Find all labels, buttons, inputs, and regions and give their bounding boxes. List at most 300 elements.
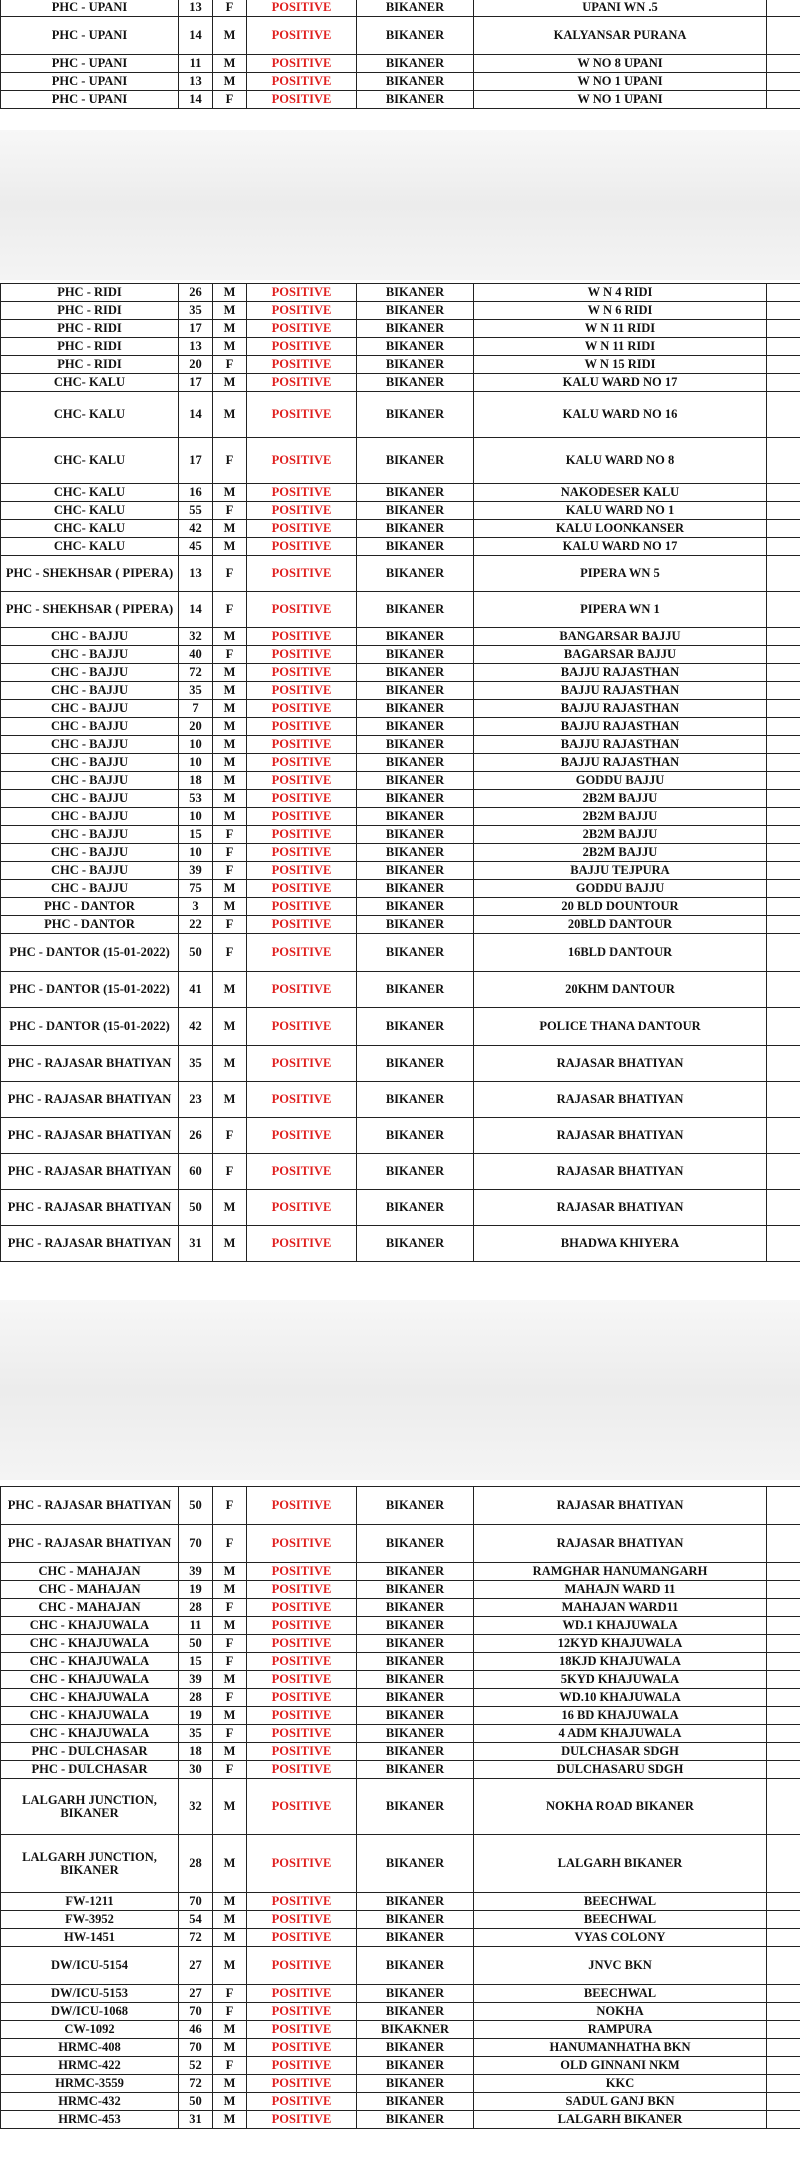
cell-result: POSITIVE (247, 592, 357, 628)
table-row (1, 1046, 800, 1082)
cell-address: RAMGHAR HANUMANGARH (474, 1563, 767, 1581)
cell-age: 39 (179, 1563, 213, 1581)
cell-address: MAHAJN WARD 11 (474, 1581, 767, 1599)
cell-age: 15 (179, 1653, 213, 1671)
cell-district: BIKANER (357, 772, 474, 790)
cell-age: 72 (179, 2075, 213, 2093)
cell-edge (767, 502, 800, 520)
cell-age: 31 (179, 1226, 213, 1262)
cell-age: 27 (179, 1947, 213, 1985)
cell-facility: CHC- KALU (1, 520, 179, 538)
cell-edge (767, 772, 800, 790)
cell-edge (767, 17, 800, 55)
cell-district: BIKANER (357, 1893, 474, 1911)
cell-sex: M (213, 55, 247, 73)
cell-age: 70 (179, 2003, 213, 2021)
table-row (1, 2003, 800, 2021)
cell-address: RAJASAR BHATIYAN (474, 1046, 767, 1082)
cell-edge (767, 1525, 800, 1563)
cell-edge (767, 664, 800, 682)
cell-sex: F (213, 862, 247, 880)
cell-facility: CHC- KALU (1, 374, 179, 392)
cell-result: POSITIVE (247, 1911, 357, 1929)
cell-result: POSITIVE (247, 1985, 357, 2003)
table-row (1, 1985, 800, 2003)
table-row (1, 700, 800, 718)
cell-facility: PHC - RAJASAR BHATIYAN (1, 1118, 179, 1154)
cell-edge (767, 682, 800, 700)
report-page-3 (0, 1480, 800, 2168)
table-row (1, 1911, 800, 1929)
cell-result: POSITIVE (247, 934, 357, 972)
cell-address: KALU WARD NO 17 (474, 538, 767, 556)
cell-edge (767, 1893, 800, 1911)
cell-district: BIKANER (357, 754, 474, 772)
cell-age: 35 (179, 682, 213, 700)
cell-sex: M (213, 2039, 247, 2057)
cell-district: BIKANER (357, 1929, 474, 1947)
cell-edge (767, 438, 800, 484)
cell-age: 72 (179, 1929, 213, 1947)
cell-facility: CW-1092 (1, 2021, 179, 2039)
cell-facility: PHC - UPANI (1, 91, 179, 109)
cell-sex: M (213, 628, 247, 646)
cell-district: BIKANER (357, 592, 474, 628)
cell-facility: PHC - RAJASAR BHATIYAN (1, 1046, 179, 1082)
cell-address: BAJJU RAJASTHAN (474, 718, 767, 736)
cell-age: 15 (179, 826, 213, 844)
cell-district: BIKANER (357, 520, 474, 538)
cell-edge (767, 718, 800, 736)
cell-facility: PHC - UPANI (1, 55, 179, 73)
cell-result: POSITIVE (247, 320, 357, 338)
cell-age: 14 (179, 91, 213, 109)
cell-sex: M (213, 392, 247, 438)
cell-result: POSITIVE (247, 2039, 357, 2057)
cell-district: BIKANER (357, 628, 474, 646)
cell-age: 23 (179, 1082, 213, 1118)
cell-age: 18 (179, 772, 213, 790)
cell-result: POSITIVE (247, 1635, 357, 1653)
table-row (1, 484, 800, 502)
cell-edge (767, 1046, 800, 1082)
cell-age: 28 (179, 1835, 213, 1893)
cell-age: 10 (179, 754, 213, 772)
cell-age: 13 (179, 73, 213, 91)
cell-address: WD.1 KHAJUWALA (474, 1617, 767, 1635)
cell-sex: F (213, 1118, 247, 1154)
cell-address: RAJASAR BHATIYAN (474, 1118, 767, 1154)
cell-sex: M (213, 790, 247, 808)
cell-address: W N 11 RIDI (474, 338, 767, 356)
cell-result: POSITIVE (247, 1190, 357, 1226)
cell-facility: CHC - BAJJU (1, 646, 179, 664)
cell-address: W NO 1 UPANI (474, 73, 767, 91)
cell-sex: M (213, 2111, 247, 2129)
cell-edge (767, 55, 800, 73)
cell-facility: HW-1451 (1, 1929, 179, 1947)
cell-sex: M (213, 1893, 247, 1911)
cell-district: BIKANER (357, 880, 474, 898)
cell-age: 70 (179, 1893, 213, 1911)
cell-edge (767, 2075, 800, 2093)
cell-age: 50 (179, 934, 213, 972)
table-row (1, 898, 800, 916)
cell-address: BEECHWAL (474, 1893, 767, 1911)
cell-result: POSITIVE (247, 700, 357, 718)
cell-address: DULCHASAR SDGH (474, 1743, 767, 1761)
table-row (1, 664, 800, 682)
cell-age: 19 (179, 1581, 213, 1599)
cell-district: BIKANER (357, 392, 474, 438)
cell-edge (767, 934, 800, 972)
cell-facility: CHC - BAJJU (1, 862, 179, 880)
cell-result: POSITIVE (247, 55, 357, 73)
cell-facility: CHC - KHAJUWALA (1, 1617, 179, 1635)
table-row (1, 2021, 800, 2039)
cell-sex: M (213, 1929, 247, 1947)
cell-facility: CHC - BAJJU (1, 736, 179, 754)
cell-facility: CHC - BAJJU (1, 718, 179, 736)
table-row (1, 916, 800, 934)
cell-edge (767, 520, 800, 538)
cell-sex: F (213, 1725, 247, 1743)
cell-district: BIKANER (357, 2003, 474, 2021)
cell-edge (767, 392, 800, 438)
cell-result: POSITIVE (247, 736, 357, 754)
cell-age: 39 (179, 1671, 213, 1689)
cell-district: BIKANER (357, 1689, 474, 1707)
cell-address: NAKODESER KALU (474, 484, 767, 502)
cell-facility: HRMC-3559 (1, 2075, 179, 2093)
cell-result: POSITIVE (247, 338, 357, 356)
cell-age: 17 (179, 438, 213, 484)
cell-result: POSITIVE (247, 538, 357, 556)
cell-age: 17 (179, 374, 213, 392)
table-row (1, 356, 800, 374)
cell-sex: M (213, 1617, 247, 1635)
cell-age: 42 (179, 520, 213, 538)
table-row (1, 1653, 800, 1671)
cell-address: BAJJU RAJASTHAN (474, 682, 767, 700)
cell-edge (767, 284, 800, 302)
cell-edge (767, 1835, 800, 1893)
cell-sex: F (213, 2057, 247, 2075)
table-row (1, 1761, 800, 1779)
table-row (1, 1525, 800, 1563)
cell-district: BIKANER (357, 1118, 474, 1154)
cell-facility: CHC - BAJJU (1, 844, 179, 862)
table-row (1, 1835, 800, 1893)
cell-edge (767, 862, 800, 880)
cell-district: BIKANER (357, 1779, 474, 1835)
cell-sex: F (213, 934, 247, 972)
cell-age: 35 (179, 1046, 213, 1082)
cell-address: 20BLD DANTOUR (474, 916, 767, 934)
cell-sex: F (213, 438, 247, 484)
cell-facility: CHC- KALU (1, 502, 179, 520)
cell-edge (767, 1617, 800, 1635)
cell-result: POSITIVE (247, 1929, 357, 1947)
cell-edge (767, 898, 800, 916)
cell-facility: CHC- KALU (1, 438, 179, 484)
cell-edge (767, 1707, 800, 1725)
cell-facility: DW/ICU-5154 (1, 1947, 179, 1985)
table-row (1, 826, 800, 844)
cell-result: POSITIVE (247, 2111, 357, 2129)
cell-district: BIKANER (357, 0, 474, 17)
cell-sex: M (213, 1082, 247, 1118)
cell-sex: M (213, 320, 247, 338)
cell-result: POSITIVE (247, 520, 357, 538)
cell-edge (767, 1689, 800, 1707)
cell-edge (767, 790, 800, 808)
cell-sex: M (213, 700, 247, 718)
cell-address: MAHAJAN WARD11 (474, 1599, 767, 1617)
cell-age: 14 (179, 392, 213, 438)
cell-district: BIKANER (357, 844, 474, 862)
cell-age: 10 (179, 808, 213, 826)
cell-district: BIKANER (357, 2039, 474, 2057)
cell-address: BHADWA KHIYERA (474, 1226, 767, 1262)
cell-address: W NO 8 UPANI (474, 55, 767, 73)
table-row (1, 91, 800, 109)
cell-facility: PHC - RIDI (1, 320, 179, 338)
table-row (1, 1563, 800, 1581)
cell-result: POSITIVE (247, 1154, 357, 1190)
cell-sex: M (213, 2075, 247, 2093)
cell-sex: M (213, 484, 247, 502)
table-row (1, 338, 800, 356)
table-row (1, 1581, 800, 1599)
cell-age: 13 (179, 0, 213, 17)
cell-age: 17 (179, 320, 213, 338)
cell-address: KALYANSAR PURANA (474, 17, 767, 55)
cell-sex: M (213, 374, 247, 392)
cell-result: POSITIVE (247, 1893, 357, 1911)
cell-district: BIKANER (357, 1635, 474, 1653)
cell-result: POSITIVE (247, 356, 357, 374)
cell-address: KALU WARD NO 1 (474, 502, 767, 520)
cell-district: BIKANER (357, 1487, 474, 1525)
cell-sex: F (213, 844, 247, 862)
cell-edge (767, 700, 800, 718)
cell-facility: PHC - RAJASAR BHATIYAN (1, 1525, 179, 1563)
cell-age: 3 (179, 898, 213, 916)
table-row (1, 438, 800, 484)
cell-sex: M (213, 538, 247, 556)
cell-district: BIKANER (357, 1008, 474, 1046)
cell-age: 26 (179, 284, 213, 302)
cell-facility: CHC - BAJJU (1, 826, 179, 844)
cell-age: 10 (179, 736, 213, 754)
cell-address: SADUL GANJ BKN (474, 2093, 767, 2111)
cell-sex: M (213, 1835, 247, 1893)
cell-result: POSITIVE (247, 1671, 357, 1689)
cell-sex: M (213, 17, 247, 55)
cell-address: VYAS COLONY (474, 1929, 767, 1947)
cell-result: POSITIVE (247, 1725, 357, 1743)
cell-result: POSITIVE (247, 1761, 357, 1779)
cell-result: POSITIVE (247, 1046, 357, 1082)
table-row (1, 1190, 800, 1226)
table-row (1, 1725, 800, 1743)
cell-sex: M (213, 302, 247, 320)
cell-edge (767, 826, 800, 844)
cell-sex: M (213, 1743, 247, 1761)
cell-district: BIKANER (357, 790, 474, 808)
table-row (1, 284, 800, 302)
cell-age: 55 (179, 502, 213, 520)
cell-district: BIKANER (357, 438, 474, 484)
cell-age: 54 (179, 1911, 213, 1929)
cell-edge (767, 1635, 800, 1653)
table-row (1, 790, 800, 808)
cell-facility: CHC- KALU (1, 538, 179, 556)
cell-address: JNVC BKN (474, 1947, 767, 1985)
cell-result: POSITIVE (247, 1707, 357, 1725)
cell-facility: CHC - BAJJU (1, 682, 179, 700)
cell-result: POSITIVE (247, 1779, 357, 1835)
table-row (1, 1154, 800, 1190)
cell-edge (767, 754, 800, 772)
cell-facility: CHC - BAJJU (1, 664, 179, 682)
cell-sex: F (213, 916, 247, 934)
cell-edge (767, 736, 800, 754)
cell-district: BIKANER (357, 73, 474, 91)
cell-address: W N 4 RIDI (474, 284, 767, 302)
cell-district: BIKANER (357, 972, 474, 1008)
cell-address: W NO 1 UPANI (474, 91, 767, 109)
cell-age: 22 (179, 916, 213, 934)
cell-age: 13 (179, 556, 213, 592)
cell-age: 28 (179, 1689, 213, 1707)
cell-result: POSITIVE (247, 2075, 357, 2093)
cell-district: BIKANER (357, 556, 474, 592)
cell-age: 30 (179, 1761, 213, 1779)
cell-edge (767, 2057, 800, 2075)
cell-address: 20KHM DANTOUR (474, 972, 767, 1008)
cell-district: BIKANER (357, 808, 474, 826)
cell-sex: M (213, 972, 247, 1008)
cell-address: W N 6 RIDI (474, 302, 767, 320)
cell-district: BIKANER (357, 320, 474, 338)
table-row (1, 880, 800, 898)
cell-result: POSITIVE (247, 1226, 357, 1262)
cell-edge (767, 374, 800, 392)
cell-facility: CHC - MAHAJAN (1, 1599, 179, 1617)
cell-edge (767, 1581, 800, 1599)
table-row (1, 320, 800, 338)
cell-district: BIKANER (357, 1911, 474, 1929)
cell-facility: HRMC-453 (1, 2111, 179, 2129)
cell-district: BIKANER (357, 664, 474, 682)
cell-sex: M (213, 736, 247, 754)
cell-district: BIKANER (357, 2093, 474, 2111)
cell-sex: F (213, 356, 247, 374)
cell-sex: F (213, 556, 247, 592)
cell-result: POSITIVE (247, 2093, 357, 2111)
cell-age: 75 (179, 880, 213, 898)
cell-district: BIKANER (357, 916, 474, 934)
cell-sex: F (213, 1653, 247, 1671)
cell-address: BAJJU RAJASTHAN (474, 754, 767, 772)
table-row (1, 1947, 800, 1985)
cell-address: 2B2M BAJJU (474, 808, 767, 826)
cell-address: RAJASAR BHATIYAN (474, 1525, 767, 1563)
cell-facility: CHC - KHAJUWALA (1, 1707, 179, 1725)
cell-edge (767, 808, 800, 826)
cell-district: BIKANER (357, 718, 474, 736)
cell-address: 20 BLD DOUNTOUR (474, 898, 767, 916)
cell-facility: PHC - SHEKHSAR ( PIPERA) (1, 592, 179, 628)
cell-age: 50 (179, 1487, 213, 1525)
cell-age: 72 (179, 664, 213, 682)
cell-result: POSITIVE (247, 1525, 357, 1563)
cell-address: 2B2M BAJJU (474, 790, 767, 808)
table-row (1, 1671, 800, 1689)
cell-facility: PHC - DANTOR (1, 916, 179, 934)
cell-sex: M (213, 1563, 247, 1581)
cell-age: 70 (179, 1525, 213, 1563)
cell-facility: DW/ICU-5153 (1, 1985, 179, 2003)
cell-district: BIKANER (357, 1725, 474, 1743)
cell-district: BIKAKNER (357, 2021, 474, 2039)
positive-cases-table-3 (0, 1486, 800, 2129)
cell-result: POSITIVE (247, 17, 357, 55)
cell-result: POSITIVE (247, 844, 357, 862)
cell-result: POSITIVE (247, 302, 357, 320)
cell-sex: F (213, 1985, 247, 2003)
table-row (1, 2093, 800, 2111)
cell-sex: M (213, 1581, 247, 1599)
cell-address: 18KJD KHAJUWALA (474, 1653, 767, 1671)
cell-sex: F (213, 1487, 247, 1525)
cell-facility: HRMC-422 (1, 2057, 179, 2075)
cell-district: BIKANER (357, 1190, 474, 1226)
cell-address: BAJJU RAJASTHAN (474, 700, 767, 718)
cell-result: POSITIVE (247, 1599, 357, 1617)
cell-result: POSITIVE (247, 91, 357, 109)
cell-district: BIKANER (357, 55, 474, 73)
table-row (1, 1743, 800, 1761)
cell-result: POSITIVE (247, 646, 357, 664)
cell-edge (767, 1008, 800, 1046)
table-row (1, 862, 800, 880)
cell-age: 26 (179, 1118, 213, 1154)
cell-age: 20 (179, 356, 213, 374)
cell-age: 35 (179, 302, 213, 320)
report-page-1 (0, 0, 800, 130)
cell-facility: FW-1211 (1, 1893, 179, 1911)
cell-facility: PHC - DANTOR (15-01-2022) (1, 972, 179, 1008)
table-row (1, 538, 800, 556)
table-row (1, 392, 800, 438)
cell-result: POSITIVE (247, 1487, 357, 1525)
cell-district: BIKANER (357, 1947, 474, 1985)
cell-result: POSITIVE (247, 1118, 357, 1154)
cell-result: POSITIVE (247, 808, 357, 826)
cell-edge (767, 592, 800, 628)
cell-edge (767, 916, 800, 934)
cell-sex: M (213, 284, 247, 302)
cell-result: POSITIVE (247, 916, 357, 934)
cell-age: 32 (179, 628, 213, 646)
table-row (1, 1082, 800, 1118)
cell-district: BIKANER (357, 1082, 474, 1118)
cell-result: POSITIVE (247, 1617, 357, 1635)
table-row (1, 1008, 800, 1046)
